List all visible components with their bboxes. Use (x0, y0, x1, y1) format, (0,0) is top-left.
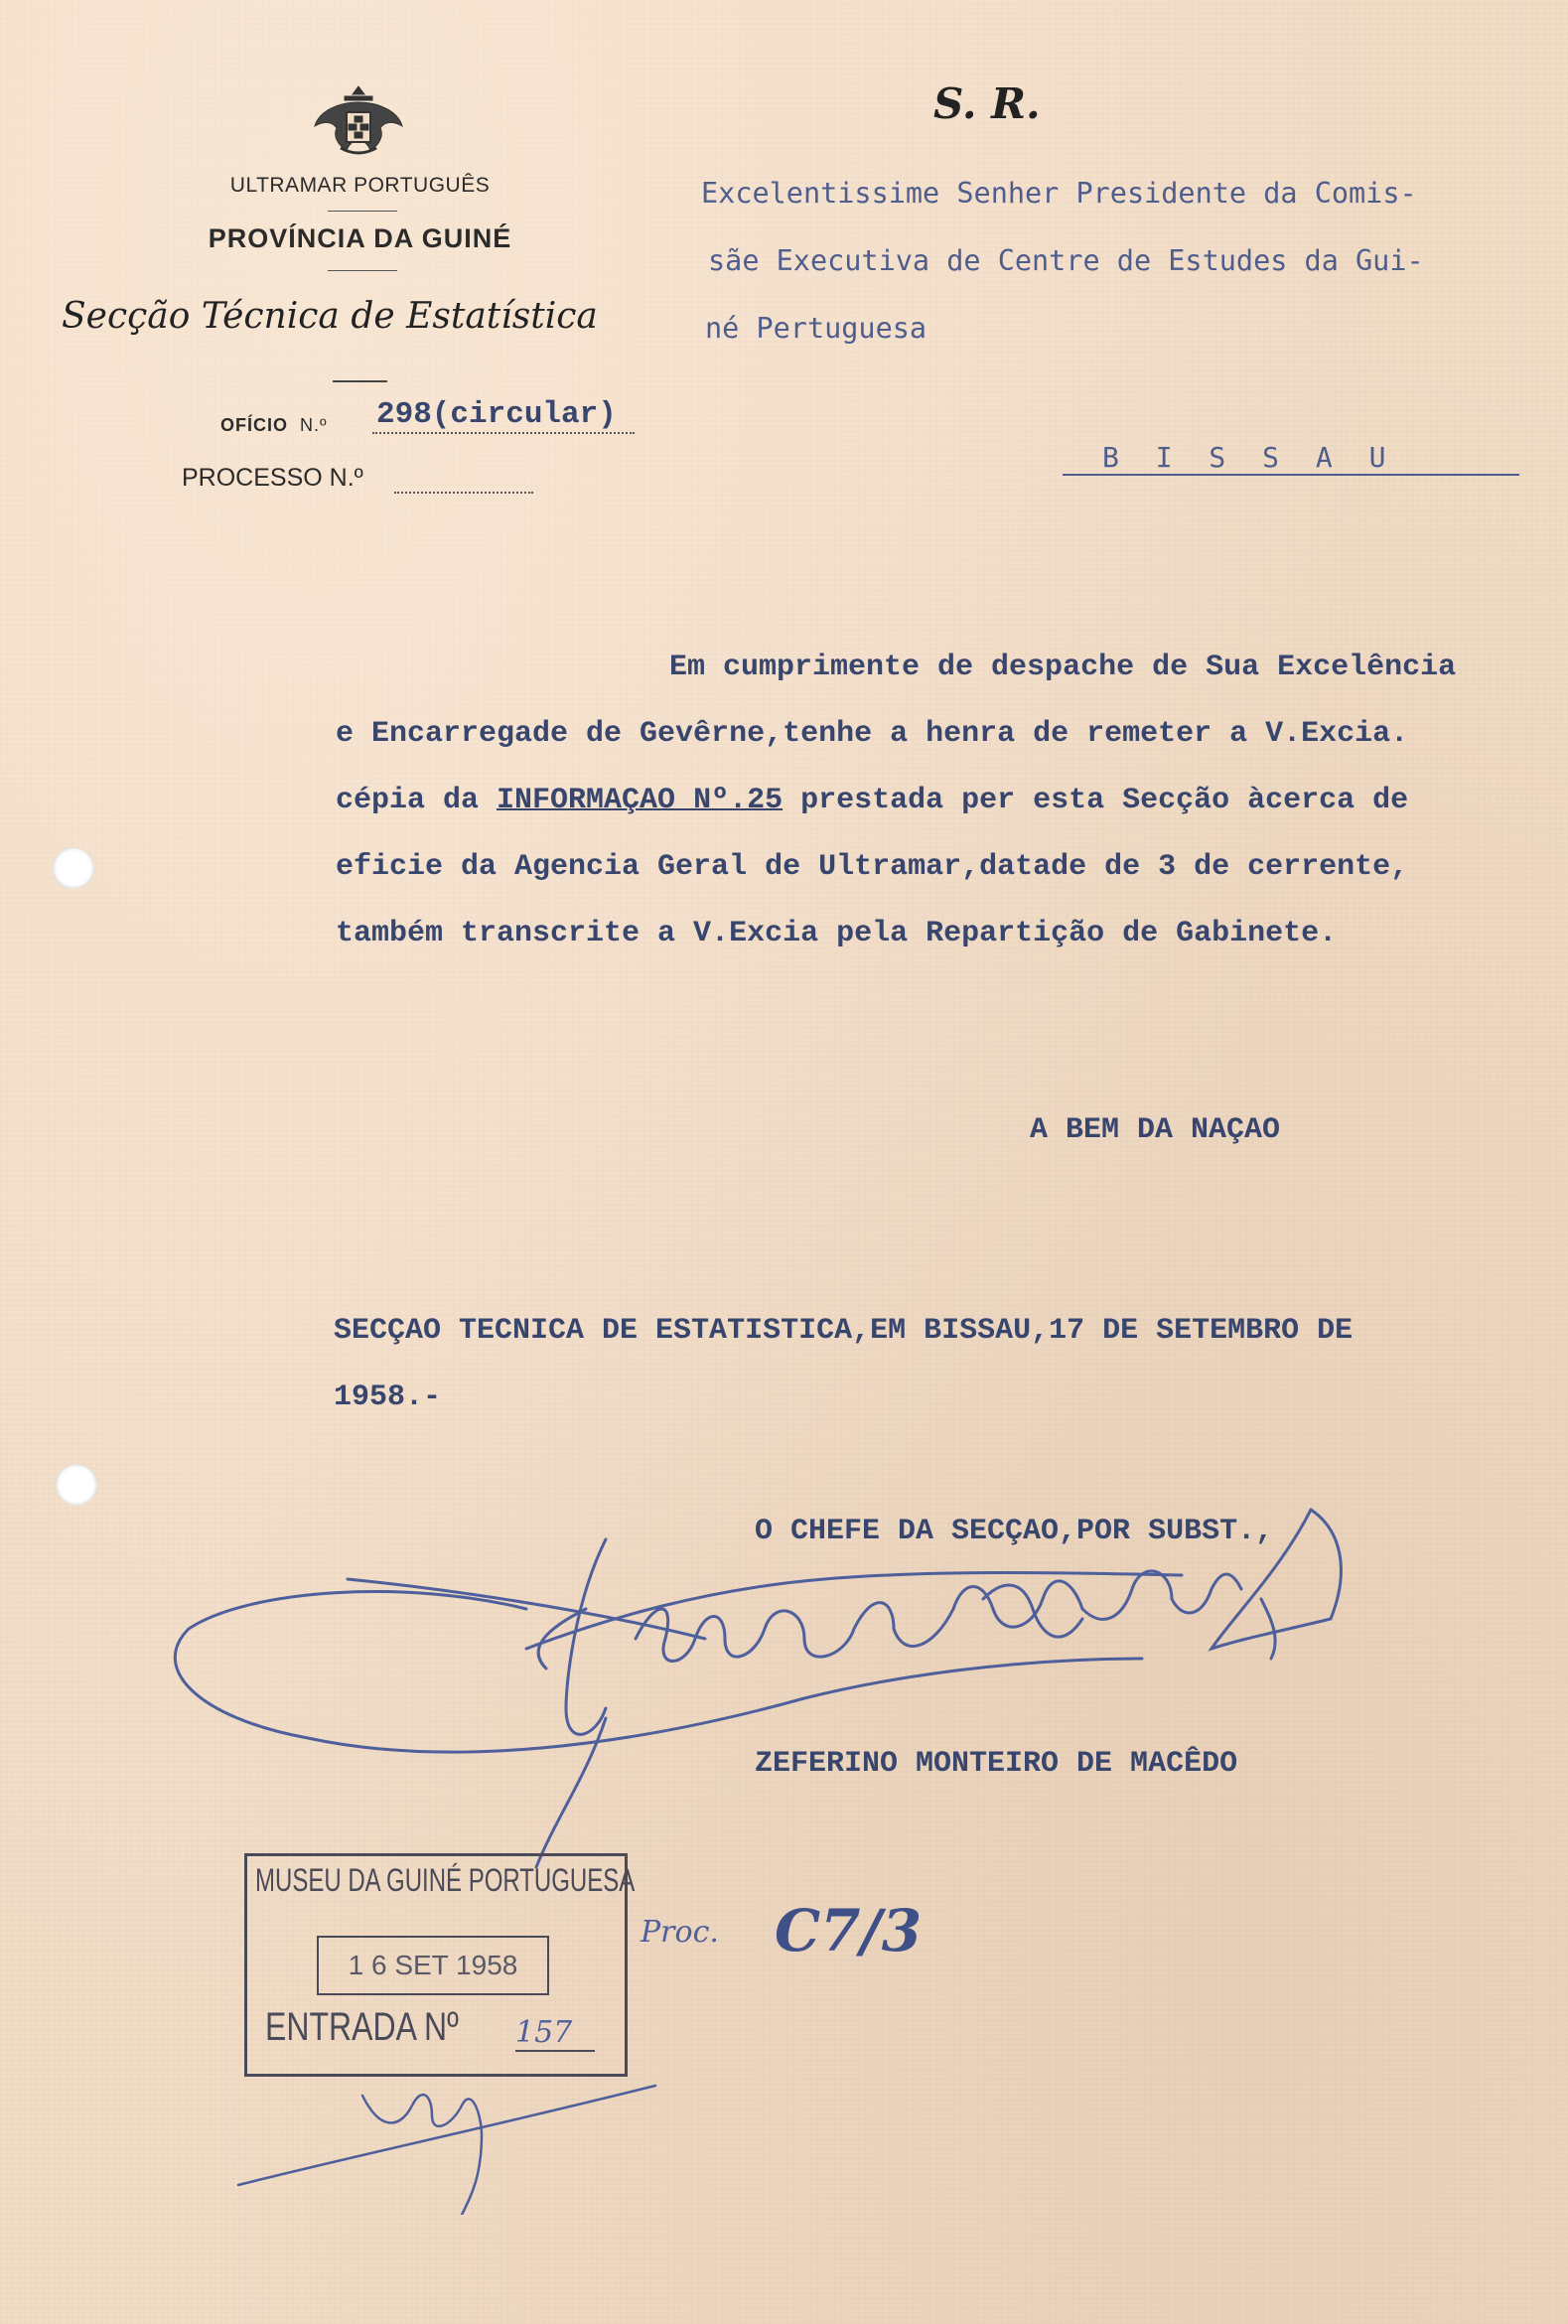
oficio-n-label: N.º (300, 415, 328, 435)
museum-entry-stamp (244, 1853, 636, 2077)
divider (328, 211, 397, 212)
body-line2: e Encarregade de Gevêrne,tenhe a henra de remeter a V.Excia. (336, 717, 1409, 751)
letterhead-line1: ULTRAMAR PORTUGUÊS (229, 174, 491, 197)
body-line3-post: prestada per esta Secção àcerca de (783, 784, 1409, 817)
punch-hole-bottom (56, 1464, 97, 1506)
portuguese-crest-icon (311, 82, 406, 162)
processo-field (394, 468, 533, 494)
body-line3 (336, 784, 1408, 817)
section-title: Secção Técnica de Estatística (62, 296, 598, 337)
place-date-line2: 1958.- (334, 1380, 442, 1414)
closing-formula: A BEM DA NAÇAO (1030, 1113, 1281, 1147)
punch-hole-top (53, 847, 94, 889)
stamp-date: 1 6 SET 1958 (317, 1936, 549, 1995)
oficio-label-text: OFÍCIO (220, 415, 288, 435)
proc-label: Proc. (641, 1915, 719, 1950)
handwritten-signature (169, 1490, 1539, 1887)
body-line4: eficie da Agencia Geral de Ultramar,datade de 3 de cerrente, (336, 850, 1409, 884)
addressee-line1: Excelentissime Senher Presidente da Comis- (701, 177, 1417, 210)
sr-heading: S. R. (933, 79, 1041, 128)
addressee-line2: sãe Executiva de Centre de Estudes da Gui- (708, 244, 1424, 277)
oficio-number: 298(circular) (372, 397, 635, 434)
stamp-entrada-number: 157 (515, 2015, 595, 2052)
divider (333, 380, 387, 382)
stamp-entrada-label: ENTRADA Nº (265, 2005, 459, 2049)
body-line5: também transcrite a V.Excia pela Repartição de Gabinete. (336, 917, 1338, 950)
addressee-city: B I S S A U (1063, 441, 1519, 476)
place-date-line1: SECÇAO TECNICA DE ESTATISTICA,EM BISSAU,17 DE SETEMBRO DE (334, 1314, 1354, 1348)
informacao-reference: INFORMAÇAO Nº.25 (497, 784, 784, 817)
stamp-museum-name: MUSEU DA GUINÉ PORTUGUESA (255, 1862, 636, 1898)
signature-title: O CHEFE DA SECÇAO,POR SUBST., (755, 1515, 1274, 1548)
signatory-name: ZEFERINO MONTEIRO DE MACÊDO (755, 1747, 1238, 1781)
handwritten-initials (228, 2066, 685, 2215)
body-line3-pre: cépia da (336, 784, 498, 817)
proc-reference: C7/3 (775, 1897, 923, 1964)
oficio-label (220, 415, 328, 436)
divider (328, 270, 397, 271)
processo-label: PROCESSO N.º (182, 464, 363, 492)
letterhead-line2: PROVÍNCIA DA GUINÉ (208, 223, 512, 253)
addressee-line3: né Pertuguesa (705, 312, 927, 345)
body-line1: Em cumprimente de despache de Sua Excelência (669, 651, 1457, 684)
